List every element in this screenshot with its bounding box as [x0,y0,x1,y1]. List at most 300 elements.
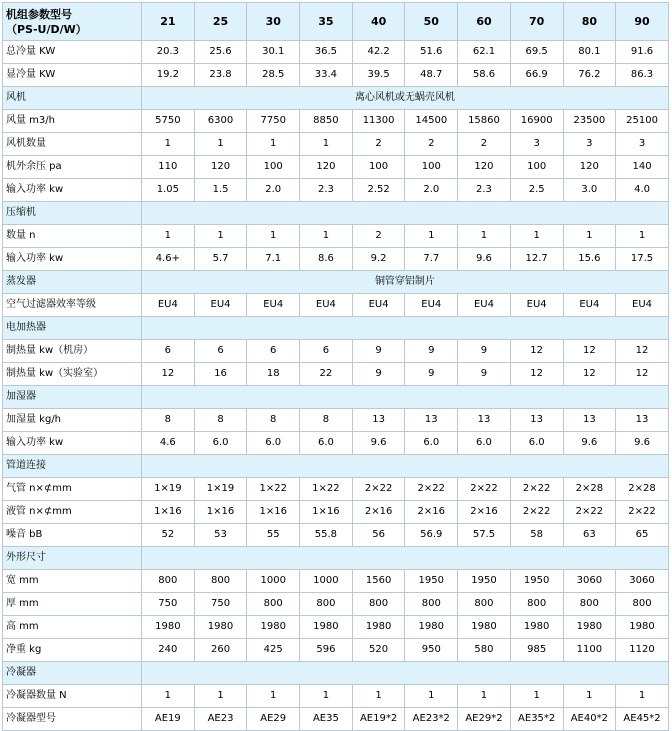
table-cell: 13 [616,409,669,432]
table-cell: AE19 [142,708,195,731]
table-cell: 7750 [247,110,300,133]
table-cell: 1×16 [247,501,300,524]
table-cell: 55 [247,524,300,547]
table-cell: 950 [405,639,458,662]
model-header: 35 [300,3,353,41]
table-cell: 1 [616,225,669,248]
table-cell: 800 [405,593,458,616]
table-cell: 12 [616,340,669,363]
table-cell: 1560 [352,570,405,593]
table-cell: 2.3 [458,179,511,202]
row-label: 机外余压 pa [3,156,142,179]
table-cell: 8.6 [300,248,353,271]
table-cell: 100 [247,156,300,179]
table-row [3,133,669,156]
table-cell: 28.5 [247,64,300,87]
table-cell: 1 [247,225,300,248]
table-cell: 1980 [458,616,511,639]
table-cell: 1980 [142,616,195,639]
table-cell: 1980 [510,616,563,639]
table-cell: 8 [194,409,247,432]
table-cell: 1100 [563,639,616,662]
table-cell: 19.2 [142,64,195,87]
table-cell: 9.6 [616,432,669,455]
table-cell: 1 [300,685,353,708]
table-cell: 9.2 [352,248,405,271]
table-cell: 100 [352,156,405,179]
table-row [3,179,669,202]
table-cell: AE29 [247,708,300,731]
table-cell: 1 [563,225,616,248]
table-cell: 33.4 [300,64,353,87]
table-cell: 260 [194,639,247,662]
table-row [3,248,669,271]
table-row [3,110,669,133]
table-cell: 1 [247,133,300,156]
table-cell: 1×19 [194,478,247,501]
table-cell: 1000 [300,570,353,593]
table-cell: 14500 [405,110,458,133]
row-label: 制热量 kw（机房） [3,340,142,363]
table-cell: 520 [352,639,405,662]
table-cell: 2 [458,133,511,156]
table-cell: 9 [458,363,511,386]
row-label: 输入功率 kw [3,432,142,455]
table-row [3,41,669,64]
table-cell: 800 [194,570,247,593]
table-row [3,501,669,524]
section-note [142,455,669,478]
table-cell: 20.3 [142,41,195,64]
row-label: 噪音 bB [3,524,142,547]
table-cell: 12 [616,363,669,386]
table-cell: 18 [247,363,300,386]
row-label: 加湿量 kg/h [3,409,142,432]
table-cell: 800 [563,593,616,616]
table-cell: 12 [142,363,195,386]
table-cell: 6.0 [405,432,458,455]
spec-table-container [2,2,669,731]
table-cell: 12 [563,340,616,363]
table-cell: 6.0 [194,432,247,455]
table-cell: 1980 [194,616,247,639]
table-cell: 91.6 [616,41,669,64]
table-row [3,593,669,616]
table-cell: 800 [247,593,300,616]
table-cell: 6.0 [458,432,511,455]
table-cell: 16 [194,363,247,386]
table-cell: AE45*2 [616,708,669,731]
table-cell: 1980 [616,616,669,639]
table-cell: AE19*2 [352,708,405,731]
section-note: 铜管穿铝制片 [142,271,669,294]
table-cell: 2×22 [563,501,616,524]
section-row [3,547,669,570]
table-cell: AE23*2 [405,708,458,731]
table-cell: AE35*2 [510,708,563,731]
table-cell: 23500 [563,110,616,133]
table-cell: 596 [300,639,353,662]
table-cell: 1×16 [194,501,247,524]
table-cell: 7.7 [405,248,458,271]
table-cell: 1.5 [194,179,247,202]
table-cell: 2×16 [458,501,511,524]
table-cell: 2.0 [247,179,300,202]
table-cell: 56.9 [405,524,458,547]
row-label: 高 mm [3,616,142,639]
table-cell: 3 [563,133,616,156]
table-cell: 6 [194,340,247,363]
table-cell: 1 [142,685,195,708]
row-label: 输入功率 kw [3,248,142,271]
section-label: 冷凝器 [3,662,142,685]
table-cell: 1 [142,225,195,248]
table-cell: 22 [300,363,353,386]
table-cell: 6 [142,340,195,363]
table-cell: 53 [194,524,247,547]
row-label: 数量 n [3,225,142,248]
table-cell: 56 [352,524,405,547]
section-label: 电加热器 [3,317,142,340]
table-cell: 1×22 [300,478,353,501]
table-cell: 1000 [247,570,300,593]
table-title: 机组参数型号 [6,7,72,21]
section-note [142,386,669,409]
table-cell: 4.6+ [142,248,195,271]
table-cell: 1 [510,225,563,248]
table-cell: 1950 [510,570,563,593]
section-label: 风机 [3,87,142,110]
table-cell: 1 [458,685,511,708]
table-cell: 120 [563,156,616,179]
row-label: 风机数量 [3,133,142,156]
table-cell: 1 [300,133,353,156]
table-cell: 140 [616,156,669,179]
header-row [3,3,669,41]
table-cell: 800 [352,593,405,616]
table-cell: 39.5 [352,64,405,87]
table-cell: 1980 [247,616,300,639]
table-cell: 1980 [352,616,405,639]
table-cell: 6 [300,340,353,363]
table-cell: 52 [142,524,195,547]
model-header: 40 [352,3,405,41]
table-cell: EU4 [510,294,563,317]
table-cell: 110 [142,156,195,179]
table-cell: 800 [616,593,669,616]
table-cell: 9 [458,340,511,363]
table-cell: 2×22 [510,501,563,524]
table-cell: 1.05 [142,179,195,202]
table-cell: 62.1 [458,41,511,64]
table-cell: 1×16 [300,501,353,524]
table-cell: 1 [300,225,353,248]
table-cell: 800 [458,593,511,616]
table-cell: 1950 [405,570,458,593]
section-row [3,317,669,340]
table-cell: 1 [405,685,458,708]
table-cell: 1 [194,685,247,708]
row-label: 制热量 kw（实验室） [3,363,142,386]
table-cell: 66.9 [510,64,563,87]
table-cell: 5750 [142,110,195,133]
table-cell: 750 [142,593,195,616]
table-cell: 9.6 [352,432,405,455]
table-cell: 6300 [194,110,247,133]
table-cell: 2×22 [352,478,405,501]
table-cell: 2×16 [405,501,458,524]
table-cell: EU4 [247,294,300,317]
model-header: 80 [563,3,616,41]
table-cell: 1 [510,685,563,708]
section-note [142,662,669,685]
table-cell: 4.0 [616,179,669,202]
section-note [142,547,669,570]
row-label: 冷凝器型号 [3,708,142,731]
table-cell: 9 [405,340,458,363]
section-row [3,455,669,478]
table-row [3,570,669,593]
table-cell: 11300 [352,110,405,133]
table-cell: 58.6 [458,64,511,87]
table-cell: 6 [247,340,300,363]
table-cell: 2×22 [405,478,458,501]
table-cell: 3 [510,133,563,156]
table-row [3,363,669,386]
section-label: 外形尺寸 [3,547,142,570]
row-label: 冷凝器数量 N [3,685,142,708]
section-row [3,202,669,225]
table-cell: 42.2 [352,41,405,64]
table-cell: 800 [300,593,353,616]
table-cell: 2 [352,133,405,156]
table-cell: EU4 [300,294,353,317]
table-cell: 2.52 [352,179,405,202]
model-header: 70 [510,3,563,41]
table-cell: EU4 [616,294,669,317]
table-cell: 800 [510,593,563,616]
table-cell: 7.1 [247,248,300,271]
table-cell: 30.1 [247,41,300,64]
table-row [3,685,669,708]
table-cell: AE35 [300,708,353,731]
table-cell: 15.6 [563,248,616,271]
table-row [3,639,669,662]
model-header: 60 [458,3,511,41]
table-cell: 63 [563,524,616,547]
model-header: 25 [194,3,247,41]
row-label: 空气过滤器效率等级 [3,294,142,317]
section-row [3,662,669,685]
table-cell: 16900 [510,110,563,133]
table-cell: 1 [405,225,458,248]
spec-table-body [3,41,669,731]
table-cell: EU4 [352,294,405,317]
table-cell: 1 [194,133,247,156]
row-label: 风量 m3/h [3,110,142,133]
table-cell: 1120 [616,639,669,662]
table-row [3,64,669,87]
table-cell: 25.6 [194,41,247,64]
table-cell: 9 [352,363,405,386]
table-cell: 750 [194,593,247,616]
section-row [3,87,669,110]
table-cell: 12 [563,363,616,386]
table-cell: 4.6 [142,432,195,455]
table-cell: 2×28 [616,478,669,501]
section-note [142,317,669,340]
table-cell: 8 [300,409,353,432]
table-cell: 3060 [563,570,616,593]
row-label: 厚 mm [3,593,142,616]
table-cell: 1×22 [247,478,300,501]
table-cell: 12 [510,340,563,363]
table-cell: 23.8 [194,64,247,87]
table-cell: 1 [616,685,669,708]
table-cell: 1×16 [142,501,195,524]
section-row [3,386,669,409]
table-row [3,478,669,501]
table-cell: 1 [458,225,511,248]
table-row [3,524,669,547]
table-cell: 120 [300,156,353,179]
table-cell: 36.5 [300,41,353,64]
table-cell: 1×19 [142,478,195,501]
table-cell: 2.5 [510,179,563,202]
table-cell: 9.6 [563,432,616,455]
table-cell: EU4 [563,294,616,317]
table-cell: 580 [458,639,511,662]
table-cell: 12.7 [510,248,563,271]
table-cell: 51.6 [405,41,458,64]
table-subtitle: （PS-U/D/W） [6,22,87,36]
table-title-cell [3,3,142,41]
section-label: 加湿器 [3,386,142,409]
row-label: 液管 n×⊄mm [3,501,142,524]
table-cell: 1980 [300,616,353,639]
table-cell: AE23 [194,708,247,731]
table-cell: 1 [247,685,300,708]
table-cell: 2 [405,133,458,156]
table-row [3,225,669,248]
table-cell: 9 [352,340,405,363]
table-row [3,409,669,432]
table-cell: 9 [405,363,458,386]
section-note: 离心风机或无蜗壳风机 [142,87,669,110]
table-cell: 13 [405,409,458,432]
table-cell: 76.2 [563,64,616,87]
table-row [3,156,669,179]
table-cell: 69.5 [510,41,563,64]
table-cell: 1 [194,225,247,248]
table-cell: EU4 [194,294,247,317]
table-cell: 6.0 [510,432,563,455]
table-cell: 6.0 [300,432,353,455]
table-cell: 65 [616,524,669,547]
row-label: 显冷量 KW [3,64,142,87]
model-header: 50 [405,3,458,41]
table-cell: 1 [563,685,616,708]
table-cell: 800 [142,570,195,593]
table-cell: 3.0 [563,179,616,202]
table-cell: 13 [458,409,511,432]
section-label: 管道连接 [3,455,142,478]
table-cell: 8 [142,409,195,432]
table-row [3,340,669,363]
table-cell: 8 [247,409,300,432]
table-cell: 1980 [405,616,458,639]
table-cell: 5.7 [194,248,247,271]
table-cell: 13 [510,409,563,432]
table-cell: 15860 [458,110,511,133]
table-cell: 58 [510,524,563,547]
table-cell: 1980 [563,616,616,639]
table-cell: 13 [352,409,405,432]
section-label: 蒸发器 [3,271,142,294]
table-cell: 985 [510,639,563,662]
table-cell: 2 [352,225,405,248]
table-cell: 55.8 [300,524,353,547]
table-row [3,294,669,317]
table-row [3,432,669,455]
model-header: 90 [616,3,669,41]
table-cell: 86.3 [616,64,669,87]
row-label: 宽 mm [3,570,142,593]
table-cell: 48.7 [405,64,458,87]
table-cell: 1950 [458,570,511,593]
spec-table [2,2,669,731]
table-cell: 100 [405,156,458,179]
table-cell: 2×22 [616,501,669,524]
section-note [142,202,669,225]
table-cell: 2×22 [458,478,511,501]
model-header: 30 [247,3,300,41]
table-cell: 25100 [616,110,669,133]
table-cell: 8850 [300,110,353,133]
table-cell: 2.3 [300,179,353,202]
table-cell: 2×22 [510,478,563,501]
table-cell: 3 [616,133,669,156]
table-cell: 9.6 [458,248,511,271]
table-cell: 240 [142,639,195,662]
table-cell: 1 [142,133,195,156]
row-label: 气管 n×⊄mm [3,478,142,501]
table-cell: 17.5 [616,248,669,271]
table-cell: AE40*2 [563,708,616,731]
table-cell: 2×16 [352,501,405,524]
table-cell: 120 [458,156,511,179]
row-label: 净重 kg [3,639,142,662]
table-cell: 2×28 [563,478,616,501]
model-header: 21 [142,3,195,41]
table-cell: 6.0 [247,432,300,455]
table-cell: 2.0 [405,179,458,202]
row-label: 总冷量 KW [3,41,142,64]
table-cell: 1 [352,685,405,708]
table-cell: 100 [510,156,563,179]
table-row [3,616,669,639]
section-label: 压缩机 [3,202,142,225]
table-cell: 3060 [616,570,669,593]
table-cell: 57.5 [458,524,511,547]
table-cell: 80.1 [563,41,616,64]
table-cell: 13 [563,409,616,432]
table-cell: 425 [247,639,300,662]
table-cell: 120 [194,156,247,179]
table-cell: 12 [510,363,563,386]
table-cell: AE29*2 [458,708,511,731]
table-cell: EU4 [405,294,458,317]
